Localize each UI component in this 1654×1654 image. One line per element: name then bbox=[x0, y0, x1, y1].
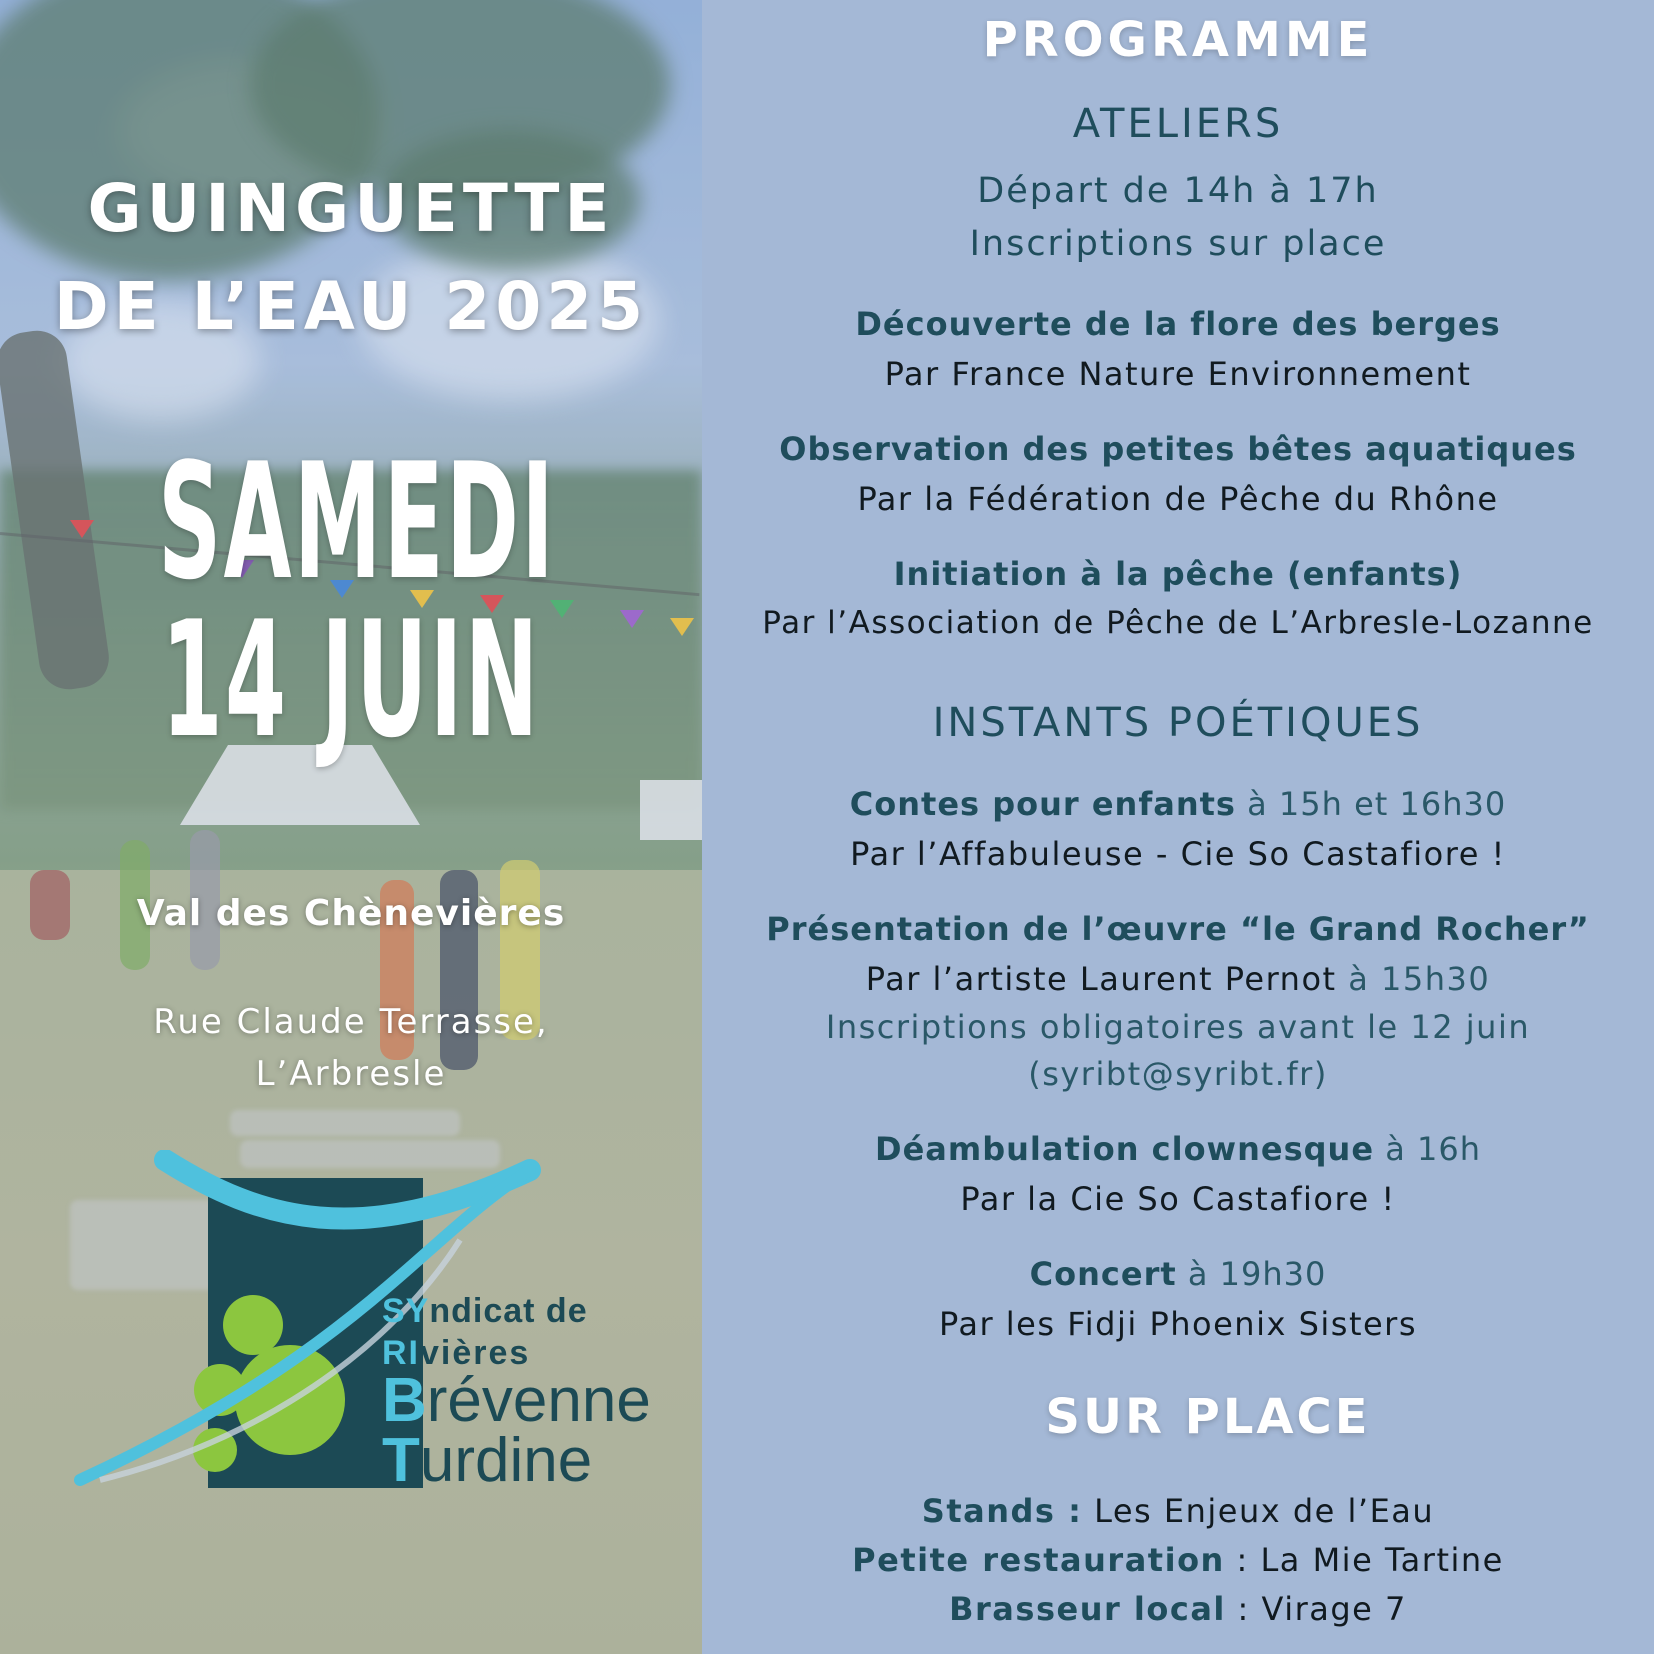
deamb-by: Par la Cie So Castafiore ! bbox=[960, 1180, 1396, 1218]
brasseur-value: : Virage 7 bbox=[1225, 1590, 1407, 1628]
atelier-by: Par la Fédération de Pêche du Rhône bbox=[857, 480, 1499, 518]
ateliers-schedule: Départ de 14h à 17h bbox=[977, 171, 1379, 211]
contes-by: Par l’Affabuleuse - Cie So Castafiore ! bbox=[850, 835, 1506, 873]
oeuvre-time: à 15h30 bbox=[1336, 960, 1491, 998]
event-day: SAMEDI bbox=[157, 428, 557, 615]
concert-title: Concert bbox=[1029, 1255, 1177, 1293]
oeuvre-email: (syribt@syribt.fr) bbox=[1028, 1055, 1328, 1093]
deamb-time: à 16h bbox=[1374, 1130, 1481, 1168]
programme-panel bbox=[702, 0, 1654, 1654]
contes-line bbox=[702, 785, 1654, 823]
logo-line4: Turdine bbox=[382, 1426, 593, 1495]
contes-time: à 15h et 16h30 bbox=[1235, 785, 1507, 823]
address-line1: Rue Claude Terrasse, bbox=[153, 1002, 549, 1042]
atelier-by: Par France Nature Environnement bbox=[884, 355, 1472, 393]
stands-label: Stands : bbox=[921, 1492, 1083, 1530]
concert-line bbox=[702, 1255, 1654, 1293]
oeuvre-title: Présentation de l’œuvre “le Grand Rocher” bbox=[766, 910, 1590, 948]
deamb-title: Déambulation clownesque bbox=[875, 1130, 1375, 1168]
logo-line3: Brévenne bbox=[382, 1366, 651, 1435]
sur-place-heading: SUR PLACE bbox=[1045, 1389, 1371, 1445]
address-line2: L’Arbresle bbox=[255, 1054, 447, 1094]
oeuvre-line bbox=[702, 960, 1654, 998]
atelier-title: Initiation à la pêche (enfants) bbox=[893, 555, 1463, 593]
event-title-line2: DE L’EAU 2025 bbox=[53, 268, 649, 345]
ateliers-heading: ATELIERS bbox=[1072, 101, 1284, 147]
atelier-title: Observation des petites bêtes aquatiques bbox=[779, 430, 1577, 468]
resto-label: Petite restauration bbox=[852, 1541, 1225, 1579]
concert-time: à 19h30 bbox=[1176, 1255, 1327, 1293]
programme-title: PROGRAMME bbox=[982, 12, 1374, 68]
syribt-logo bbox=[60, 1150, 680, 1495]
deamb-line bbox=[702, 1130, 1654, 1168]
stands-value: Les Enjeux de l’Eau bbox=[1082, 1492, 1435, 1530]
contes-title: Contes pour enfants bbox=[849, 785, 1236, 823]
atelier-by: Par l’Association de Pêche de L’Arbresle-Lozanne bbox=[762, 605, 1594, 641]
stands-line bbox=[702, 1492, 1654, 1530]
brasseur-label: Brasseur local bbox=[949, 1590, 1226, 1628]
concert-by: Par les Fidji Phoenix Sisters bbox=[938, 1305, 1417, 1343]
instants-heading: INSTANTS POÉTIQUES bbox=[932, 700, 1424, 746]
logo-line1: SYndicat de bbox=[382, 1292, 588, 1330]
resto-value: : La Mie Tartine bbox=[1224, 1541, 1504, 1579]
ateliers-registration: Inscriptions sur place bbox=[969, 224, 1387, 264]
brasseur-line bbox=[702, 1590, 1654, 1628]
event-date: 14 JUIN bbox=[161, 586, 541, 773]
logo-line2: RIvières bbox=[382, 1334, 531, 1372]
event-title-line1: GUINGUETTE bbox=[87, 170, 615, 247]
resto-line bbox=[702, 1541, 1654, 1579]
oeuvre-by: Par l’artiste Laurent Pernot bbox=[865, 960, 1337, 998]
oeuvre-note: Inscriptions obligatoires avant le 12 juin bbox=[825, 1008, 1531, 1046]
event-venue: Val des Chènevières bbox=[136, 893, 566, 934]
photo-panel bbox=[0, 0, 702, 1654]
atelier-title: Découverte de la flore des berges bbox=[855, 305, 1501, 343]
